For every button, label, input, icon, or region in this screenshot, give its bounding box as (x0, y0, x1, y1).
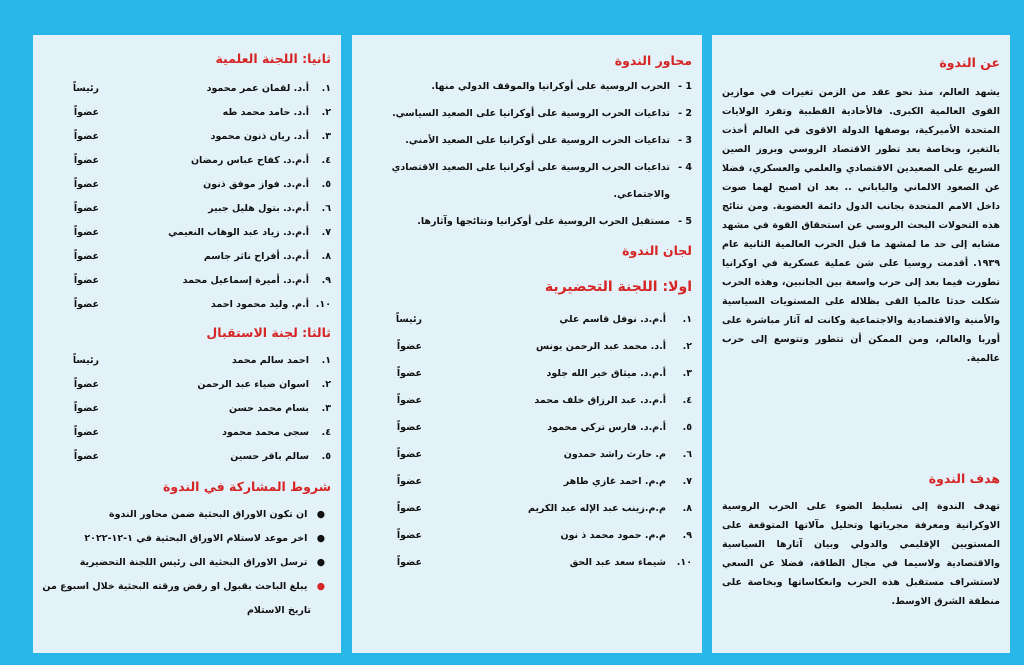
member-row (362, 314, 692, 332)
member-row (362, 557, 692, 575)
member-role: عضواً (396, 422, 422, 433)
condition-text: يبلغ الباحث بقبول او رفض ورقته البحثية خلال اسبوع من (42, 581, 308, 592)
axes-title: محاور الندوة (614, 53, 692, 68)
member-row (43, 251, 331, 269)
member-number: ٤. (321, 155, 331, 166)
axis-item (362, 108, 692, 126)
axis-text: تداعيات الحرب الروسية على أوكرانيا على الصعيد الاقتصادي (391, 162, 670, 173)
member-number: ١. (321, 355, 331, 366)
member-role: رئيساً (72, 83, 99, 94)
member-number: ١. (321, 83, 331, 94)
member-role: عضواً (396, 476, 422, 487)
member-row (43, 83, 331, 101)
member-role: عضواً (73, 179, 99, 190)
member-number: ٨. (682, 503, 692, 514)
axis-item-continued (362, 189, 692, 207)
bottom-band (0, 653, 1024, 665)
member-role: عضواً (396, 503, 422, 514)
member-number: ٢. (321, 379, 331, 390)
axis-text: الحرب الروسية على أوكرانيا والموقف الدولي منها. (431, 81, 670, 92)
conditions-title: شروط المشاركة في الندوة (163, 479, 331, 494)
member-row (43, 451, 331, 469)
member-role: عضواً (73, 379, 99, 390)
member-row (43, 155, 331, 173)
member-number: ٦. (682, 449, 692, 460)
member-row (43, 403, 331, 421)
member-name: أ.د. لقمان عمر محمود (206, 83, 309, 94)
member-role: رئيساً (395, 314, 422, 325)
about-panel (712, 35, 1010, 653)
goal-title: هدف الندوة (928, 471, 1000, 486)
condition-item (43, 557, 325, 575)
member-row (43, 203, 331, 221)
member-row (362, 395, 692, 413)
condition-text: ترسل الاوراق البحثية الى رئيس اللجنة التحضيرية (79, 557, 308, 568)
member-name: أ.د. ريان ذنون محمود (210, 131, 309, 142)
member-row (43, 355, 331, 373)
member-number: ٣. (682, 368, 692, 379)
axis-item (362, 81, 692, 99)
member-number: ٢. (682, 341, 692, 352)
condition-text: اخر موعد لاستلام الاوراق البحثية في ١-١٢-٢٠٢٢ (84, 533, 308, 544)
member-row (43, 427, 331, 445)
member-number: ٣. (321, 403, 331, 414)
member-number: ٧. (682, 476, 692, 487)
member-role: رئيساً (72, 355, 99, 366)
member-role: عضواً (396, 395, 422, 406)
member-name: أ.م. وليد محمود احمد (210, 299, 309, 310)
member-name: بسام محمد حسن (228, 403, 309, 414)
member-name: أ.م.د. أميرة إسماعيل محمد (182, 275, 309, 286)
member-row (362, 422, 692, 440)
member-number: ٧. (321, 227, 331, 238)
member-role: عضواً (73, 299, 99, 310)
committees-title: لجان الندوة (622, 243, 692, 258)
member-role: عضواً (73, 403, 99, 414)
member-name: أ.م.د. فواز موفق ذنون (203, 179, 309, 190)
member-role: عضواً (396, 449, 422, 460)
member-name: شيماء سعد عبد الحق (569, 557, 666, 568)
member-role: عضواً (73, 155, 99, 166)
axis-number: 1 - (678, 81, 692, 92)
axis-number: 5 - (678, 216, 692, 227)
member-number: ١٠. (315, 299, 331, 310)
member-number: ١. (682, 314, 692, 325)
member-number: ٥. (682, 422, 692, 433)
member-row (43, 227, 331, 245)
member-number: ٤. (321, 427, 331, 438)
member-row (43, 131, 331, 149)
condition-item-continued (43, 605, 311, 623)
member-role: عضواً (73, 451, 99, 462)
axis-item (362, 216, 692, 234)
sci-committee-title: ثانيا: اللجنة العلمية (215, 51, 331, 66)
member-name: م.م. حمود محمد ذ نون (560, 530, 666, 541)
member-name: م.م.زينب عبد الإله عبد الكريم (528, 503, 666, 514)
member-role: عضواً (73, 227, 99, 238)
member-row (43, 299, 331, 317)
member-number: ٨. (321, 251, 331, 262)
member-name: أ.م.د. أفراح ناثر جاسم (203, 251, 309, 262)
member-role: عضواً (73, 107, 99, 118)
member-number: ٩. (682, 530, 692, 541)
member-number: ٤. (682, 395, 692, 406)
member-row (362, 341, 692, 359)
member-role: عضواً (73, 131, 99, 142)
member-name: م. حارث راشد حمدون (563, 449, 666, 460)
member-row (362, 476, 692, 494)
reception-committee-title: ثالثا: لجنة الاستقبال (206, 325, 331, 340)
member-role: عضواً (73, 427, 99, 438)
member-name: أ.د. محمد عبد الرحمن يونس (535, 341, 666, 352)
axis-text: تداعيات الحرب الروسية على أوكرانيا على الصعيد الأمني. (405, 135, 670, 146)
member-name: م.م. احمد غازي طاهر (563, 476, 666, 487)
member-number: ٦. (321, 203, 331, 214)
condition-text: ان تكون الاوراق البحثية ضمن محاور الندوة (109, 509, 308, 520)
member-name: سالم باقر حسين (230, 451, 309, 462)
axis-number: 2 - (678, 108, 692, 119)
member-role: عضواً (396, 557, 422, 568)
axis-item (362, 162, 692, 180)
member-role: عضواً (396, 368, 422, 379)
member-row (43, 275, 331, 293)
member-role: عضواً (396, 530, 422, 541)
condition-text: تاريخ الاستلام (246, 605, 311, 616)
about-title: عن الندوة (939, 55, 1000, 70)
member-name: أ.م.د. فارس تركي محمود (547, 422, 666, 433)
axes-panel (352, 35, 702, 653)
member-row (362, 503, 692, 521)
member-row (362, 449, 692, 467)
axis-text: مستقبل الحرب الروسية على أوكرانيا ونتائجها وآثارها. (417, 216, 670, 227)
member-name: سجى محمد محمود (222, 427, 309, 438)
member-role: عضواً (73, 275, 99, 286)
axis-text: والاجتماعي. (613, 189, 670, 200)
member-role: عضواً (73, 203, 99, 214)
axis-number: 3 - (678, 135, 692, 146)
member-name: أ.م.د. كفاح عباس رمضان (190, 155, 309, 166)
member-name: أ.م.د. زياد عبد الوهاب النعيمي (168, 227, 309, 238)
member-row (362, 530, 692, 548)
axis-text: تداعيات الحرب الروسية على أوكرانيا على الصعيد السياسي. (392, 108, 670, 119)
member-row (43, 107, 331, 125)
prep-committee-title: اولا: اللجنة التحضيرية (544, 279, 692, 295)
condition-item (43, 581, 325, 599)
member-name: أ.م.د. نوفل قاسم علي (559, 314, 666, 325)
member-role: عضواً (396, 341, 422, 352)
top-band (0, 0, 1024, 35)
axis-item (362, 135, 692, 153)
member-number: ٥. (321, 451, 331, 462)
member-name: أ.م.د. ميثاق خير الله جلود (546, 368, 666, 379)
goal-text: تهدف الندوة إلى تسليط الضوء على الحرب الروسية الاوكرانية ومعرفة مجرياتها وتحليل مآلاتها المتوقعة على المستويين الإقليمي والدولي وبيان آثارها السياسية والاقتصادية ولاسيما في مجال الطاقة، فضلا عن السعي لاستشراف مستقبل هذه الحرب وانعكاساتها وبخاصة على منطقة الشرق الاوسط. (722, 501, 1000, 607)
axis-number: 4 - (678, 162, 692, 173)
member-role: عضواً (73, 251, 99, 262)
committees-panel (33, 35, 341, 653)
member-row (362, 368, 692, 386)
condition-item (43, 509, 325, 527)
member-number: ٢. (321, 107, 331, 118)
member-number: ٩. (321, 275, 331, 286)
member-name: أ.د. حامد محمد طه (222, 107, 309, 118)
member-name: أ.م.د. بتول هليل جبير (208, 203, 309, 214)
member-name: احمد سالم محمد (231, 355, 309, 366)
about-text: يشهد العالم، منذ نحو عقد من الزمن تغيرات في موازين القوى العالمية الكبرى. فالأحادية القطبية وتفرد الولايات المتحدة الأميركية، بوصفها الدولة الاقوى في العالم أخذت بالتغير، وبخاصة بعد تطور الاقتصاد الروسي وبروز الصين السريع على الصعيدين الاقتصادي والعلمي والعسكري، فضلا عن الصعود الالماني والياباني .. بعد ان اصبح لهما صوت داخل الامم المتحدة بجانب الدول دائمة العضوية. ومن نتائج هذه التحولات البحث الروسي عن استحقاق القوة في مشهد مشابه إلى حد ما لمشهد ما قبل الحرب العالمية الثانية عام ١٩٣٩. أقدمت روسيا على شن عملية عسكرية في اوكرانيا تطورت فيما بعد إلى حرب واسعة بين الجانبين، وهذه الحرب شكلت حدثا عالميا القى بظلاله على المستويات السياسية والأمنية والاقتصادية والاجتماعية وكانت له آثار مباشرة على أوربا والعالم، ومن الممكن أن تتطور وتتوسع إلى حرب عالمية. (722, 87, 1000, 364)
condition-item (43, 533, 325, 551)
member-number: ٣. (321, 131, 331, 142)
member-number: ١٠. (676, 557, 692, 568)
member-row (43, 179, 331, 197)
member-name: أ.م.د. عبد الرزاق خلف محمد (534, 395, 666, 406)
member-name: اسوان ضياء عبد الرحمن (197, 379, 309, 390)
member-row (43, 379, 331, 397)
member-number: ٥. (321, 179, 331, 190)
